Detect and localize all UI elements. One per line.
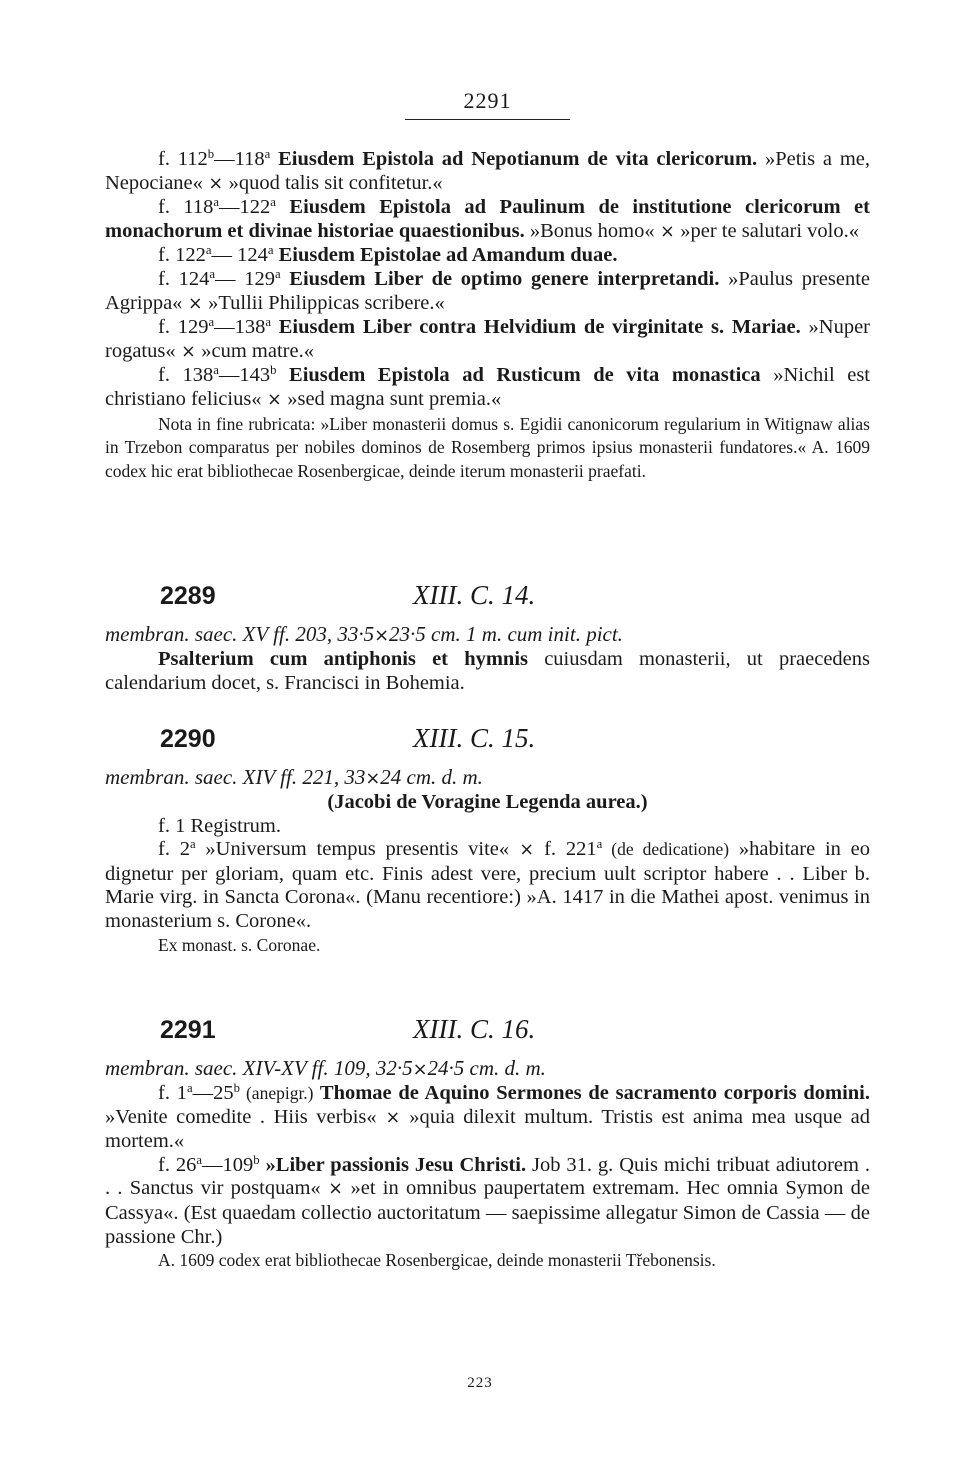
entry-heading [105, 725, 870, 765]
head-rule [405, 119, 570, 120]
omission-mark: × [654, 221, 681, 242]
item-line: f. 1$^a$—25$^b$ (anepigr.) Thomae de Aquino Sermones de sacramento corporis domini. »Venite comedite . Hiis verbis« × »quia dilexit multum. Tristis est anima mea usque ad mortem.« [105, 1081, 871, 1153]
item-line: f. 118$^a$—122$^a$ Eiusdem Epistola ad Paulinum de institutione clericorum et monachorum et divinae historiae quaestionibus. »Bonus homo« × »per te salutari volo.« [105, 195, 870, 242]
entry-2291 [105, 1016, 870, 1273]
omission-mark: × [376, 1107, 410, 1128]
omission-mark: × [175, 341, 202, 362]
item-line: f. 112$^b$—118$^a$ Eiusdem Epistola ad Nepotianum de vita clericorum. »Petis a me, Nepociane« × »quod talis sit confitetur.« [105, 147, 870, 194]
omission-mark: × [320, 1179, 351, 1200]
item-line: f. 124$^a$— 129$^a$ Eiusdem Liber de optimo genere interpretandi. »Paulus presente Agrippa« × »Tullii Philippicas scribere.« [105, 266, 870, 314]
item-title: Eiusdem Liber contra Helvidium de virginitate s. Mariae. [271, 316, 801, 339]
shelf-mark: XIII. C. 16. [413, 1014, 536, 1044]
item-title: Eiusdem Epistola ad Paulinum de institutione clericorum et monachorum et divinae historiae quaestionibus. [105, 196, 870, 242]
item-title: Eiusdem Epistola ad Rusticum de vita monastica [276, 364, 761, 387]
physical-description: membran. saec. XIV-XV ff. 109, 32·5×24·5 cm. d. m. [105, 1056, 546, 1080]
rubric-note: Nota in fine rubricata: »Liber monasterii domus s. Egidii canonicorum regularium in Witignaw alias in Trzebon comparatus per nobiles dominos de Rosemberg primos ipsius monasterii fundatores.« A. 1609 codex hic erat bibliothecae Rosenbergicae, deinde iterum monasterii praefati. [105, 413, 870, 481]
item-line: f. 129$^a$—138$^a$ Eiusdem Liber contra Helvidium de virginitate s. Mariae. »Nuper rogatus« × »cum matre.« [105, 315, 871, 362]
shelf-mark: XIII. C. 14. [413, 580, 536, 610]
omission-mark: × [261, 389, 288, 410]
work-title: (Jacobi de Voragine Legenda aurea.) [327, 791, 648, 813]
item-line: f. 122$^a$— 124$^a$ Eiusdem Epistolae ad Amandum duae. [158, 243, 618, 267]
omission-mark: × [374, 625, 390, 646]
previous-entry-continuation [105, 148, 870, 483]
shelf-mark: XIII. C. 15. [413, 723, 536, 753]
page-number: 223 [467, 1375, 493, 1391]
entry-heading [105, 582, 870, 622]
omission-mark: × [202, 173, 229, 194]
omission-mark: × [412, 1059, 428, 1080]
item-line: f. 1 Registrum. [158, 814, 281, 837]
entry-2289 [105, 582, 870, 695]
physical-description: membran. saec. XV ff. 203, 33·5×23·5 cm. 1 m. cum init. pict. [105, 622, 623, 646]
running-head: 2291 [463, 88, 512, 113]
item-title: Eiusdem Epistolae ad Amandum duae. [273, 244, 618, 267]
omission-mark: × [509, 840, 545, 861]
omission-mark: × [365, 768, 381, 789]
entry-number: 2290 [160, 725, 216, 753]
history-note: A. 1609 codex erat bibliothecae Rosenbergicae, deinde monasterii Třebonensis. [158, 1250, 716, 1271]
entry-number: 2289 [160, 582, 216, 610]
contents: Psalterium cum antiphonis et hymnis cuiusdam monasterii, ut praecedens calendarium docet, s. Francisci in Bohemia. [105, 648, 870, 694]
item-title: Eiusdem Liber de optimo genere interpretandi. [280, 267, 720, 290]
item-line: f. 138$^a$—143$^b$ Eiusdem Epistola ad Rusticum de vita monastica »Nichil est christiano felicius« × »sed magna sunt premia.« [105, 363, 870, 410]
omission-mark: × [182, 293, 209, 314]
item-line: f. 26$^a$—109$^b$ »Liber passionis Jesu Christi. Job 31. g. Quis michi tribuat adiutorem . . . Sanctus vir postquam« × »et in omnibus paupertatem extremam. Hec omnia Symon de Cassya«. (Est quaedam collectio auctoritatum — saepissime allegatur Simon de Cassia — de passione Chr.) [105, 1152, 871, 1248]
work-title: Psalterium cum antiphonis et hymnis [158, 648, 529, 670]
entry-heading [105, 1016, 870, 1056]
physical-description: membran. saec. XIV ff. 221, 33×24 cm. d. m. [105, 765, 483, 789]
provenance: Ex monast. s. Coronae. [158, 934, 321, 955]
item-line: f. 2$^a$ »Universum tempus presentis vite« × f. 221$^a$ (de dedicatione) »habitare in eo dignetur per gloriam, quam etc. Finis adest vere, precium uult scriptor habere . . Liber b. Marie virg. in Sancta Corona«. (Manu recentiore:) »A. 1417 in die Mathei apost. venimus in monasterium s. Corone«. [105, 837, 871, 932]
item-title: Thomae de Aquino Sermones de sacramento corporis domini. [313, 1082, 871, 1104]
entry-2290 [105, 725, 870, 957]
item-title: »Liber passionis Jesu Christi. [259, 1153, 527, 1176]
item-title: Eiusdem Epistola ad Nepotianum de vita clericorum. [270, 148, 758, 170]
entry-number: 2291 [160, 1016, 216, 1044]
